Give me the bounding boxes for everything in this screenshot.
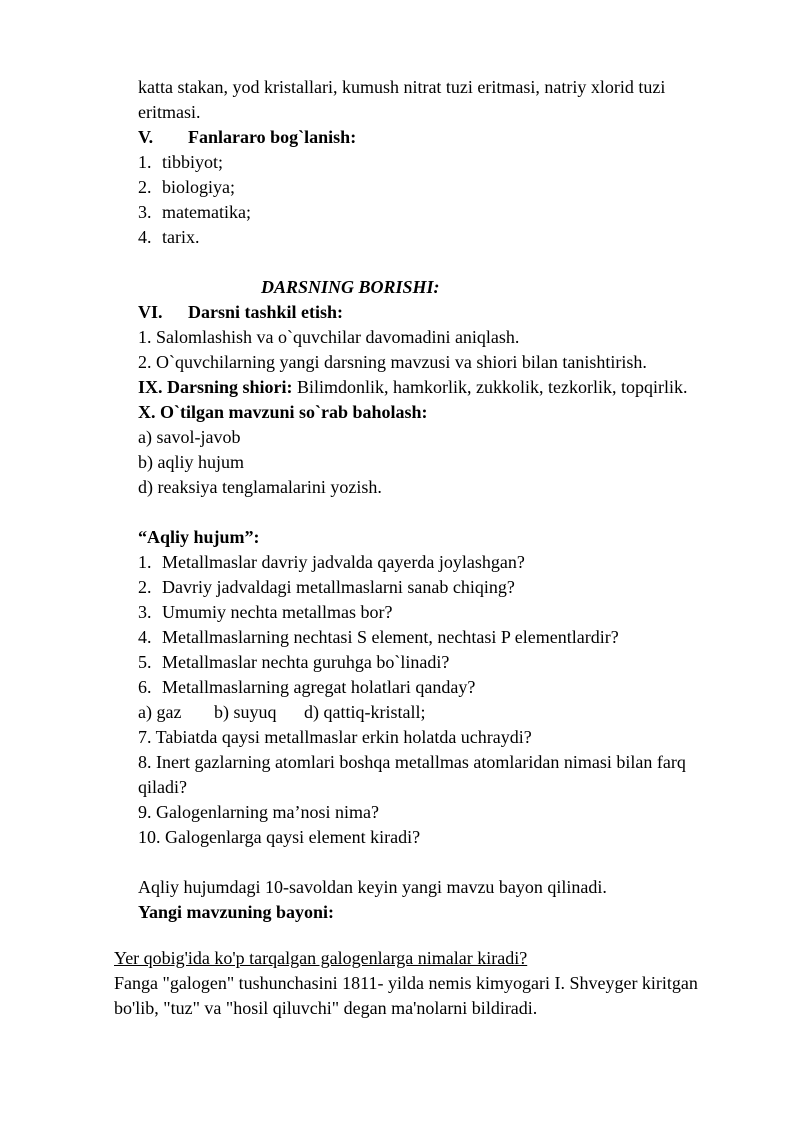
question-item: 8. Inert gazlarning atomlari boshqa metallmas atomlaridan nimasi bilan farq (138, 752, 686, 772)
topic-question-heading: Yer qobig'ida ko'p tarqalgan galogenlarga nimalar kiradi? (114, 948, 528, 968)
question-item-continuation: qiladi? (138, 777, 187, 797)
materials-line-1: katta stakan, yod kristallari, kumush nitrat tuzi eritmasi, natriy xlorid tuzi (138, 77, 666, 97)
transition-text: Aqliy hujumdagi 10-savoldan keyin yangi mavzu bayon qilinadi. (138, 877, 607, 897)
section-ix-text: Bilimdonlik, hamkorlik, zukkolik, tezkorlik, topqirlik. (292, 377, 688, 397)
list-item: 3. matematika; (138, 202, 251, 222)
answer-option-suyuq: b) suyuq (214, 702, 277, 722)
list-item: d) reaksiya tenglamalarini yozish. (138, 477, 382, 497)
question-item: 3. Umumiy nechta metallmas bor? (138, 602, 393, 622)
question-item: 1. Metallmaslar davriy jadvalda qayerda joylashgan? (138, 552, 525, 572)
question-item: 2. Davriy jadvaldagi metallmaslarni sanab chiqing? (138, 577, 515, 597)
question-item: 4. Metallmaslarning nechtasi S element, nechtasi P elementlardir? (138, 627, 619, 647)
question-item: 9. Galogenlarning ma’nosi nima? (138, 802, 379, 822)
section-ix-label: IX. Darsning shiori: (138, 377, 293, 397)
section-v-heading (138, 125, 356, 149)
section-vi-heading (138, 300, 343, 324)
section-vi-number: VI. (138, 302, 163, 322)
list-item: 2. biologiya; (138, 177, 235, 197)
answer-option-qattiq: d) qattiq-kristall; (304, 702, 426, 722)
answer-option-gaz: a) gaz (138, 702, 182, 722)
list-item: b) aqliy hujum (138, 452, 244, 472)
section-x-heading: X. O`tilgan mavzuni so`rab baholash: (138, 402, 428, 422)
question-item: 7. Tabiatda qaysi metallmaslar erkin holatda uchraydi? (138, 727, 532, 747)
section-vi-title: Darsni tashkil etish: (188, 302, 344, 322)
list-item: 1. tibbiyot; (138, 152, 224, 172)
list-item: 4. tarix. (138, 227, 200, 247)
materials-line-2: eritmasi. (138, 102, 201, 122)
darsning-borishi-heading: DARSNING BORISHI: (261, 277, 440, 297)
section-ix-line (138, 375, 688, 399)
paragraph-line-1: Fanga "galogen" tushunchasini 1811- yilda nemis kimyogari I. Shveyger kiritgan (114, 973, 698, 993)
section-v-number: V. (138, 127, 154, 147)
list-item: a) savol-javob (138, 427, 241, 447)
question-item: 5. Metallmaslar nechta guruhga bo`linadi? (138, 652, 450, 672)
paragraph-line-2: bo'lib, "tuz" va "hosil qiluvchi" degan ma'nolarni bildiradi. (114, 998, 538, 1018)
aqliy-hujum-heading: “Aqliy hujum”: (138, 527, 260, 547)
list-item: 1. Salomlashish va o`quvchilar davomadini aniqlash. (138, 327, 520, 347)
new-topic-heading: Yangi mavzuning bayoni: (138, 902, 335, 922)
question-item: 6. Metallmaslarning agregat holatlari qanday? (138, 677, 476, 697)
question-item: 10. Galogenlarga qaysi element kiradi? (138, 827, 421, 847)
list-item: 2. O`quvchilarning yangi darsning mavzusi va shiori bilan tanishtirish. (138, 352, 647, 372)
section-v-title: Fanlararo bog`lanish: (188, 127, 357, 147)
